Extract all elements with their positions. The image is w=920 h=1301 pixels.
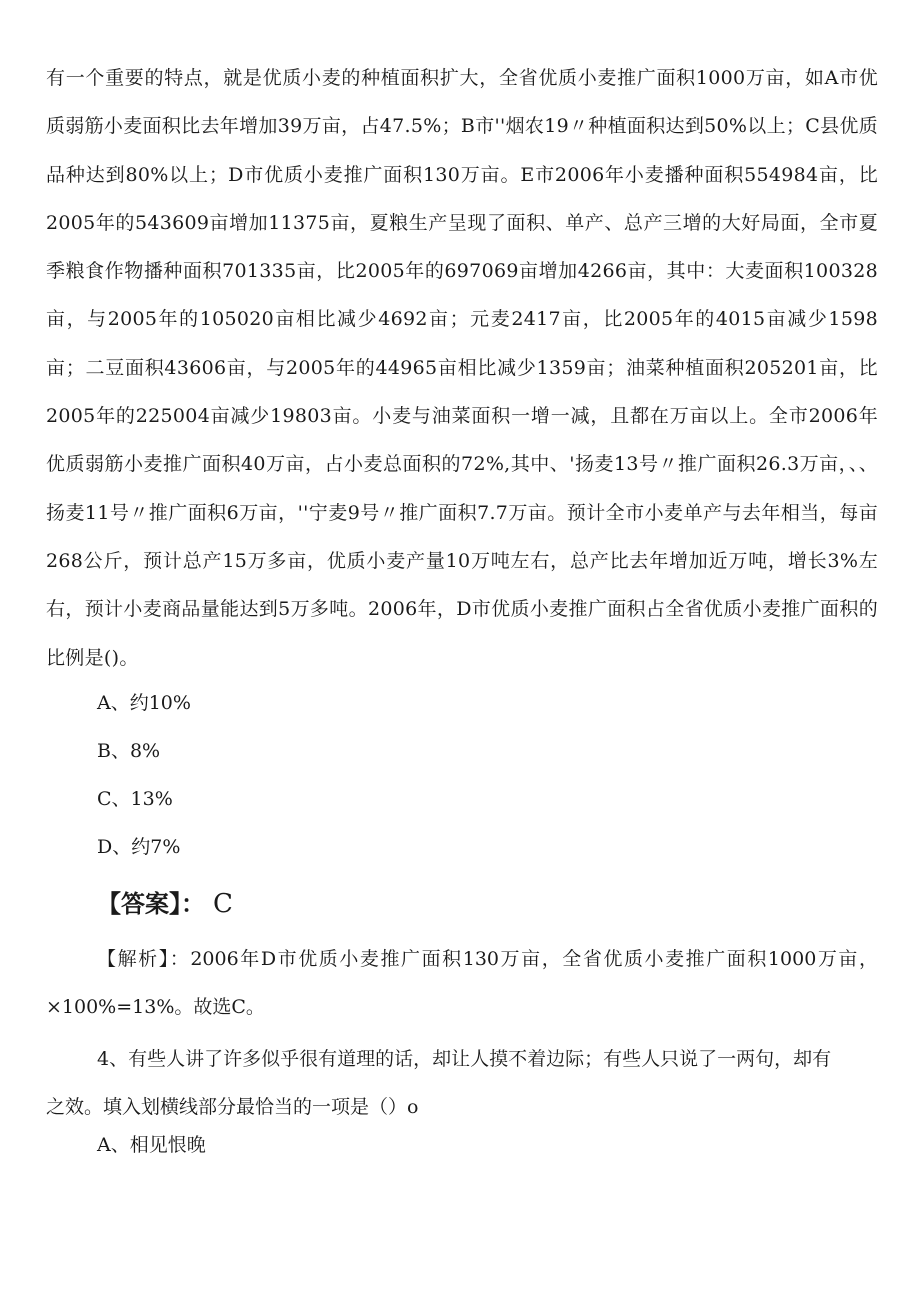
next-question-option-a: A、相见恨晚	[97, 1134, 206, 1156]
option-d: D、约7%	[97, 836, 181, 858]
analysis-text: 【解析】：2006年D市优质小麦推广面积130万亩，全省优质小麦推广面积1000万亩，×100%=13%。故选C。	[46, 948, 878, 1018]
answer-label: 【答案】：	[97, 890, 205, 918]
answer-value: C	[213, 889, 233, 919]
next-question-text: 4、有些人讲了许多似乎很有道理的话，却让人摸不着边际；有些人只说了一两句，却有之效。填入划横线部分最恰当的一项是（）o	[46, 1048, 832, 1118]
question-passage: 有一个重要的特点，就是优质小麦的种植面积扩大，全省优质小麦推广面积1000万亩，如A市优质弱筋小麦面积比去年增加39万亩，占47.5%；B市''烟农19〃种植面积达到50%以上；C县优质品种达到80%以上；D市优质小麦推广面积130万亩。E市2006年小麦播种面积554984亩，比2005年的543609亩增加11375亩，夏粮生产呈现了面积、单产、总产三增的大好局面，全市夏季粮食作物播种面积701335亩，比2005年的697069亩增加4266亩，其中：大麦面积100328亩，与2005年的105020亩相比减少4692亩；元麦2417亩，比2005年的4015亩减少1598亩；二豆面积43606亩，与2005年的44965亩相比减少1359亩；油菜种植面积205201亩，比2005年的225004亩减少19803亩。小麦与油菜面积一增一减，且都在万亩以上。全市2006年优质弱筋小麦推广面积40万亩，占小麦总面积的72%,其中、'扬麦13号〃推广面积26.3万亩，、、扬麦11号〃推广面积6万亩，''宁麦9号〃推广面积7.7万亩。预计全市小麦单产与去年相当，每亩268公斤，预计总产15万多亩，优质小麦产量10万吨左右，总产比去年增加近万吨，增长3%左右，预计小麦商品量能达到5万多吨。2006年，D市优质小麦推广面积占全省优质小麦推广面积的比例是()。	[46, 67, 878, 669]
option-c: C、13%	[97, 788, 173, 810]
answer-line	[97, 887, 233, 921]
option-b: B、8%	[97, 740, 161, 762]
option-a: A、约10%	[97, 692, 191, 714]
